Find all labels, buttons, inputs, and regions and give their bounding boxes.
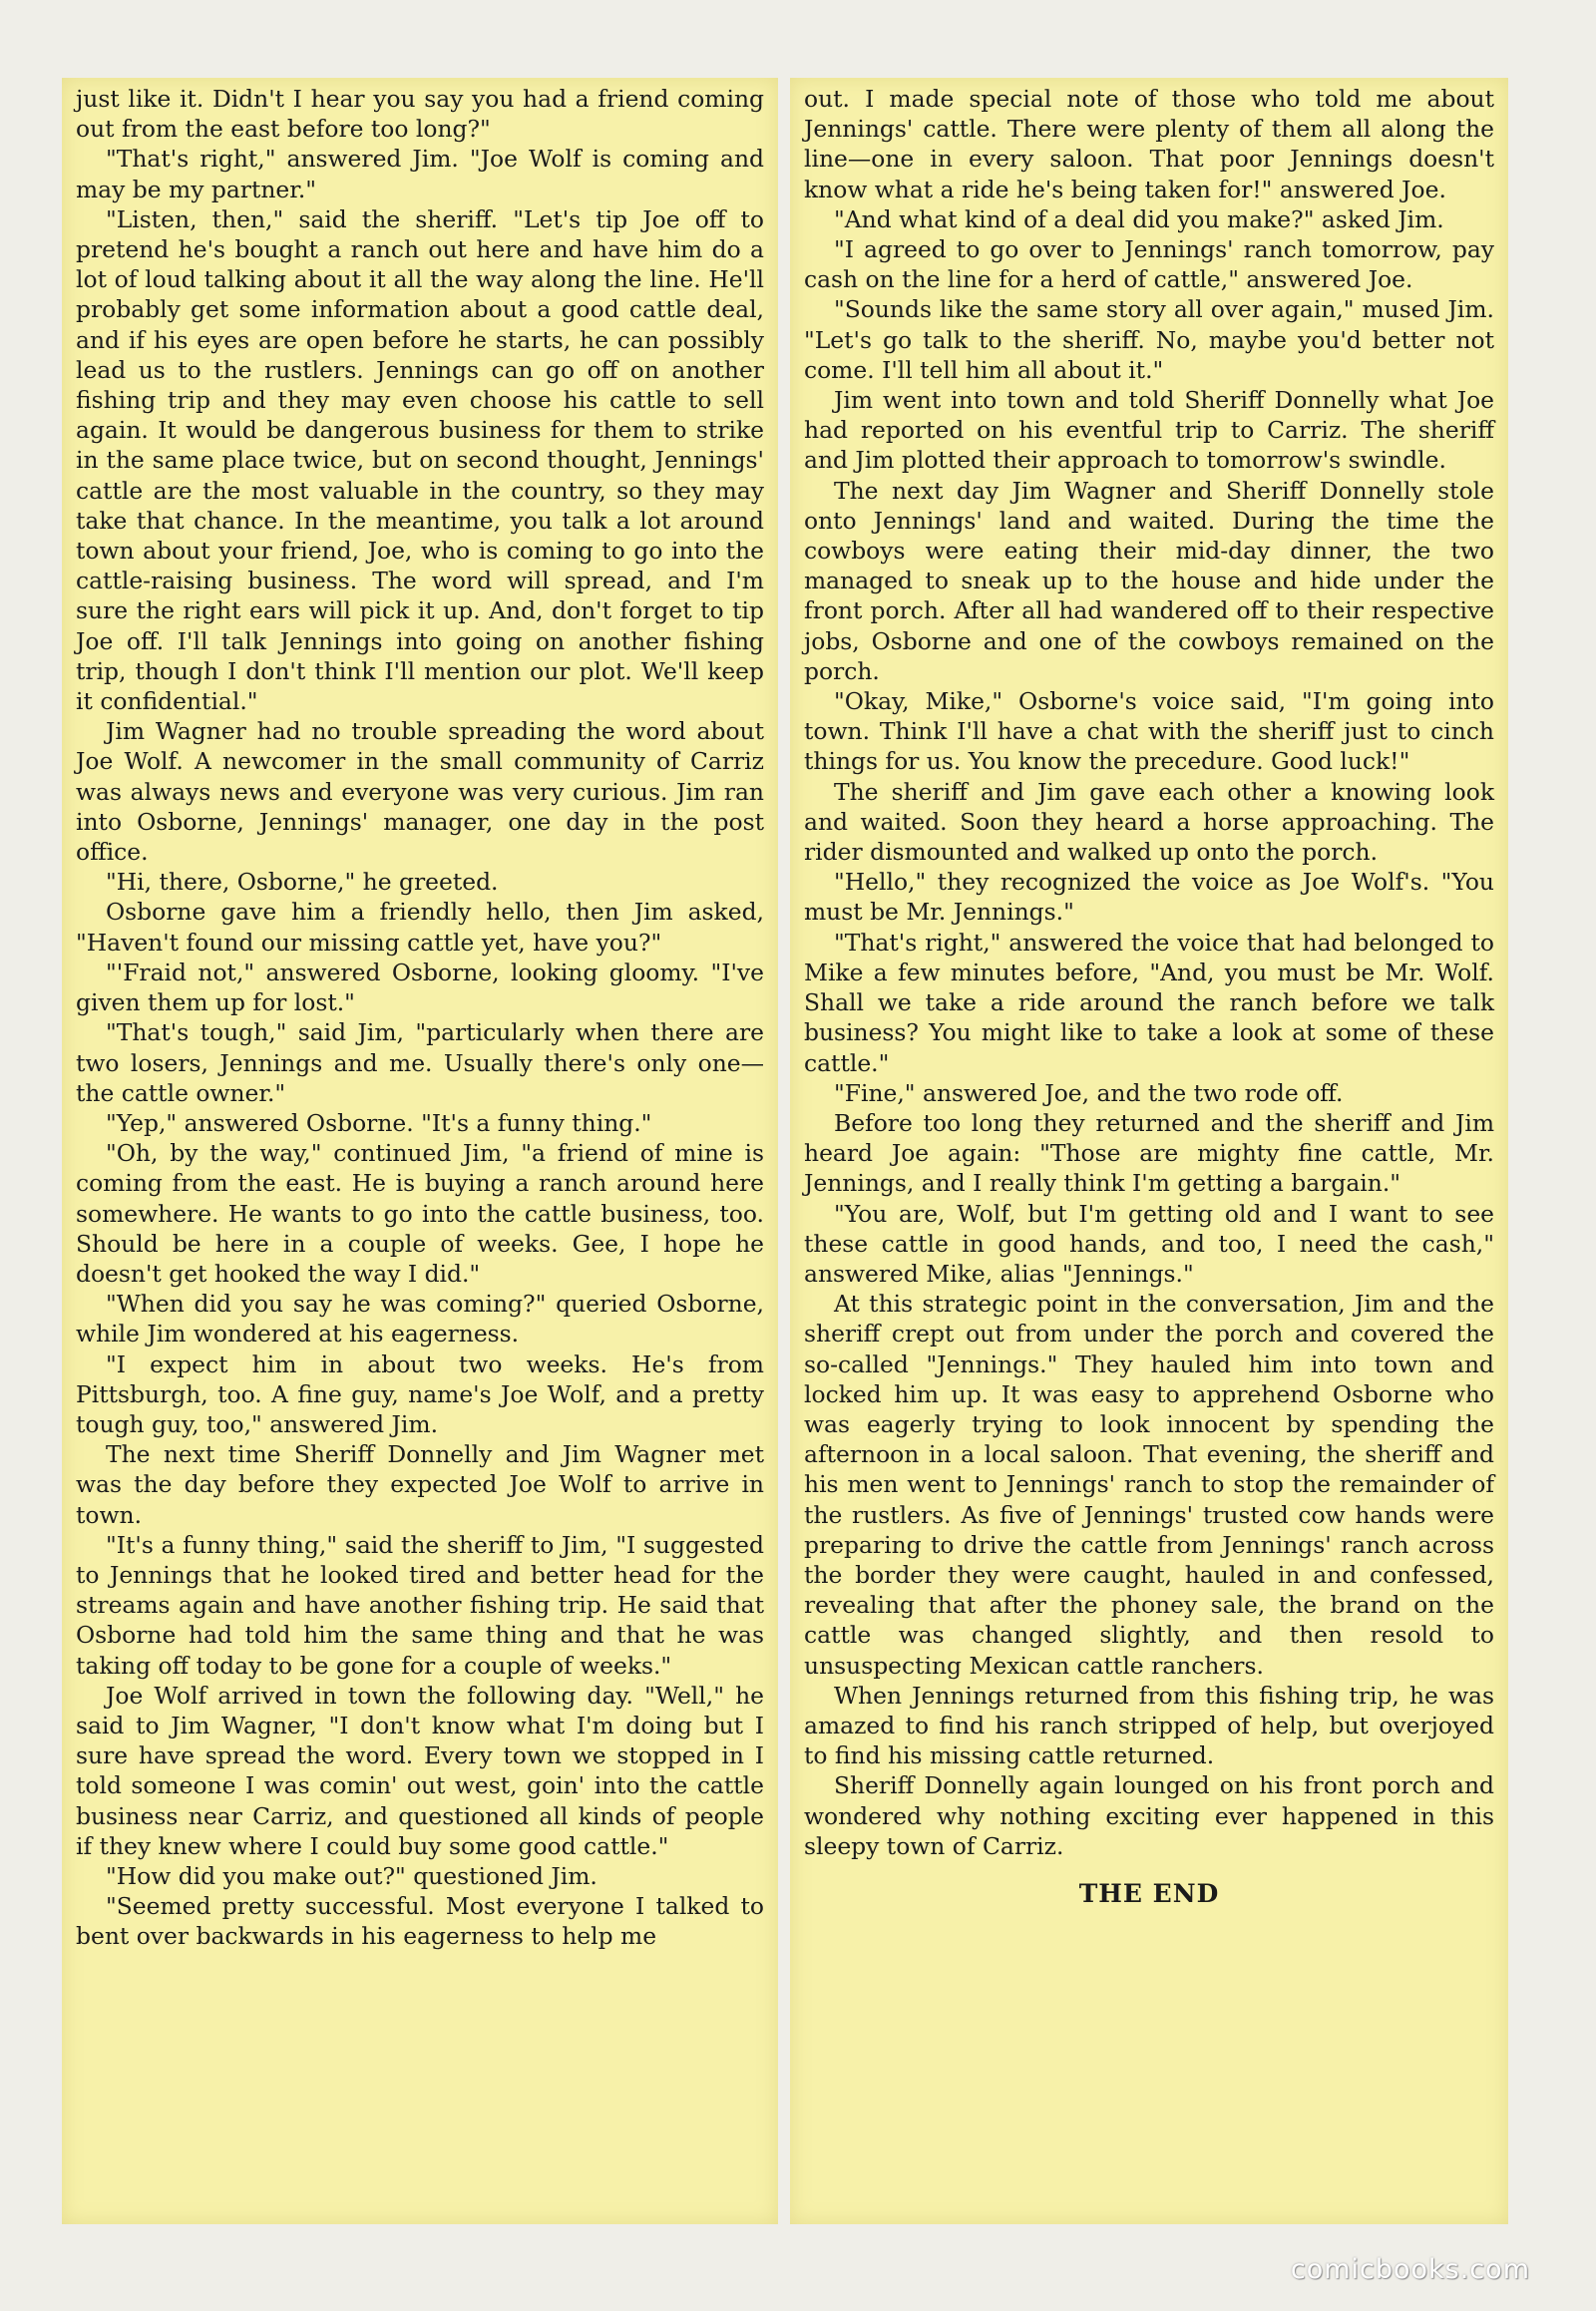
paragraph: "Yep," answered Osborne. "It's a funny thing."	[106, 1108, 652, 1137]
left-text-column	[62, 78, 778, 2224]
paragraph: The next day Jim Wagner and Sheriff Donnelly stole onto Jennings' land and waited. During the time the cowboys were eating their mid-day dinner, the two managed to sneak up to the house and hide under the front porch. After all had wandered off to their respective jobs, Osborne and one of the cowboys remained on the porch.	[804, 476, 1494, 685]
paragraph: "Hi, there, Osborne," he greeted.	[106, 868, 499, 897]
paragraph: "Fine," answered Joe, and the two rode off.	[834, 1078, 1344, 1107]
paragraph: "That's right," answered Jim. "Joe Wolf is coming and may be my partner."	[76, 145, 764, 203]
paragraph: "Listen, then," said the sheriff. "Let's tip Joe off to pretend he's bought a ranch out here and have him do a lot of loud talking about it all the way along the line. He'll probably get some information about a good cattle deal, and if his eyes are open before he starts, he can possibly lead us to the rustlers. Jennings can go off on another fishing trip and they may even choose his cattle to sell again. It would be dangerous business for them to strike in the same place twice, but on second thought, Jennings' cattle are the most valuable in the country, so they may take that chance. In the meantime, you talk a lot around town about your friend, Joe, who is coming to go into the cattle-raising business. The word will spread, and I'm sure the right ears will pick it up. And, don't forget to tip Joe off. I'll talk Jennings into going on another fishing trip, though I don't think I'll mention our plot. We'll keep it confidential."	[76, 204, 764, 716]
paragraph: The sheriff and Jim gave each other a knowing look and waited. Soon they heard a horse approaching. The rider dismounted and walked up onto the porch.	[804, 777, 1494, 867]
paragraph: "'Fraid not," answered Osborne, looking gloomy. "I've given them up for lost."	[76, 958, 764, 1017]
paragraph: "That's tough," said Jim, "particularly when there are two losers, Jennings and me. Usually there's only one—the cattle owner."	[76, 1018, 764, 1107]
paragraph: Osborne gave him a friendly hello, then Jim asked, "Haven't found our missing cattle yet, have you?"	[76, 898, 764, 957]
paragraph: "Okay, Mike," Osborne's voice said, "I'm going into town. Think I'll have a chat with the sheriff just to cinch things for us. You know the precedure. Good luck!"	[804, 687, 1494, 776]
paragraph: "Hello," they recognized the voice as Joe Wolf's. "You must be Mr. Jennings."	[804, 868, 1494, 927]
paragraph: Sheriff Donnelly again lounged on his front porch and wondered why nothing exciting ever happened in this sleepy town of Carriz.	[804, 1771, 1494, 1860]
paragraph: Jim Wagner had no trouble spreading the word about Joe Wolf. A newcomer in the small community of Carriz was always news and everyone was very curious. Jim ran into Osborne, Jennings' manager, one day in the post office.	[76, 717, 764, 867]
paragraph: Before too long they returned and the sheriff and Jim heard Joe again: "Those are mighty fine cattle, Mr. Jennings, and I really think I'm getting a bargain."	[804, 1108, 1494, 1198]
paragraph: Joe Wolf arrived in town the following day. "Well," he said to Jim Wagner, "I don't know what I'm doing but I sure have spread the word. Every town we stopped in I told someone I was comin' out west, goin' into the cattle business near Carriz, and questioned all kinds of people if they knew where I could buy some good cattle."	[76, 1681, 764, 1860]
paragraph: "It's a funny thing," said the sheriff to Jim, "I suggested to Jennings that he looked tired and better head for the streams again and have another fishing trip. He said that Osborne had told him the same thing and that he was taking off today to be gone for a couple of weeks."	[76, 1530, 764, 1680]
paragraph: "I expect him in about two weeks. He's from Pittsburgh, too. A fine guy, name's Joe Wolf, and a pretty tough guy, too," answered Jim.	[76, 1349, 764, 1438]
paragraph: "How did you make out?" questioned Jim.	[106, 1861, 598, 1890]
paragraph: "Oh, by the way," continued Jim, "a friend of mine is coming from the east. He is buying a ranch around here somewhere. He wants to go into the cattle business, too. Should be here in a couple of weeks. Gee, I hope he doesn't get hooked the way I did."	[76, 1139, 764, 1288]
paragraph: "You are, Wolf, but I'm getting old and I want to see these cattle in good hands, and too, I need the cash," answered Mike, alias "Jennings."	[804, 1199, 1494, 1288]
paragraph: just like it. Didn't I hear you say you had a friend coming out from the east before too long?"	[76, 85, 764, 144]
paragraph: The next time Sheriff Donnelly and Jim Wagner met was the day before they expected Joe Wolf to arrive in town.	[76, 1440, 764, 1529]
paragraph: out. I made special note of those who told me about Jennings' cattle. There were plenty of them all along the line—one in every saloon. That poor Jennings doesn't know what a ride he's being taken for!" answered Joe.	[804, 85, 1494, 203]
paragraph: "And what kind of a deal did you make?" asked Jim.	[834, 204, 1444, 233]
paragraph: "That's right," answered the voice that had belonged to Mike a few minutes before, "And, you must be Mr. Wolf. Shall we take a ride around the ranch before we talk business? You might like to take a look at some of these cattle."	[804, 928, 1494, 1077]
paragraph: At this strategic point in the conversation, Jim and the sheriff crept out from under the porch and covered the so-called "Jennings." They hauled him into town and locked him up. It was easy to apprehend Osborne who was eagerly trying to look innocent by spending the afternoon in a local saloon. That evening, the sheriff and his men went to Jennings' ranch to stop the remainder of the rustlers. As five of Jennings' trusted cow hands were preparing to drive the cattle from Jennings' ranch across the border they were caught, hauled in and confessed, revealing that after the phoney sale, the brand on the cattle was changed slightly, and then resold to unsuspecting Mexican cattle ranchers.	[804, 1290, 1494, 1680]
watermark-text: comicbooks.com	[1290, 2254, 1530, 2285]
paragraph: "Sounds like the same story all over again," mused Jim. "Let's go talk to the sheriff. No, maybe you'd better not come. I'll tell him all about it."	[804, 295, 1494, 384]
paragraph: "Seemed pretty successful. Most everyone I talked to bent over backwards in his eagerness to help me	[76, 1892, 764, 1951]
paragraph: "When did you say he was coming?" queried Osborne, while Jim wondered at his eagerness.	[76, 1290, 764, 1348]
paragraph: "I agreed to go over to Jennings' ranch tomorrow, pay cash on the line for a herd of cattle," answered Joe.	[804, 235, 1494, 294]
the-end-label: THE END	[1078, 1878, 1220, 1908]
paragraph: When Jennings returned from this fishing trip, he was amazed to find his ranch stripped of help, but overjoyed to find his missing cattle returned.	[804, 1681, 1494, 1770]
paragraph: Jim went into town and told Sheriff Donnelly what Joe had reported on his eventful trip to Carriz. The sheriff and Jim plotted their approach to tomorrow's swindle.	[804, 386, 1494, 475]
right-text-column	[790, 78, 1508, 2224]
